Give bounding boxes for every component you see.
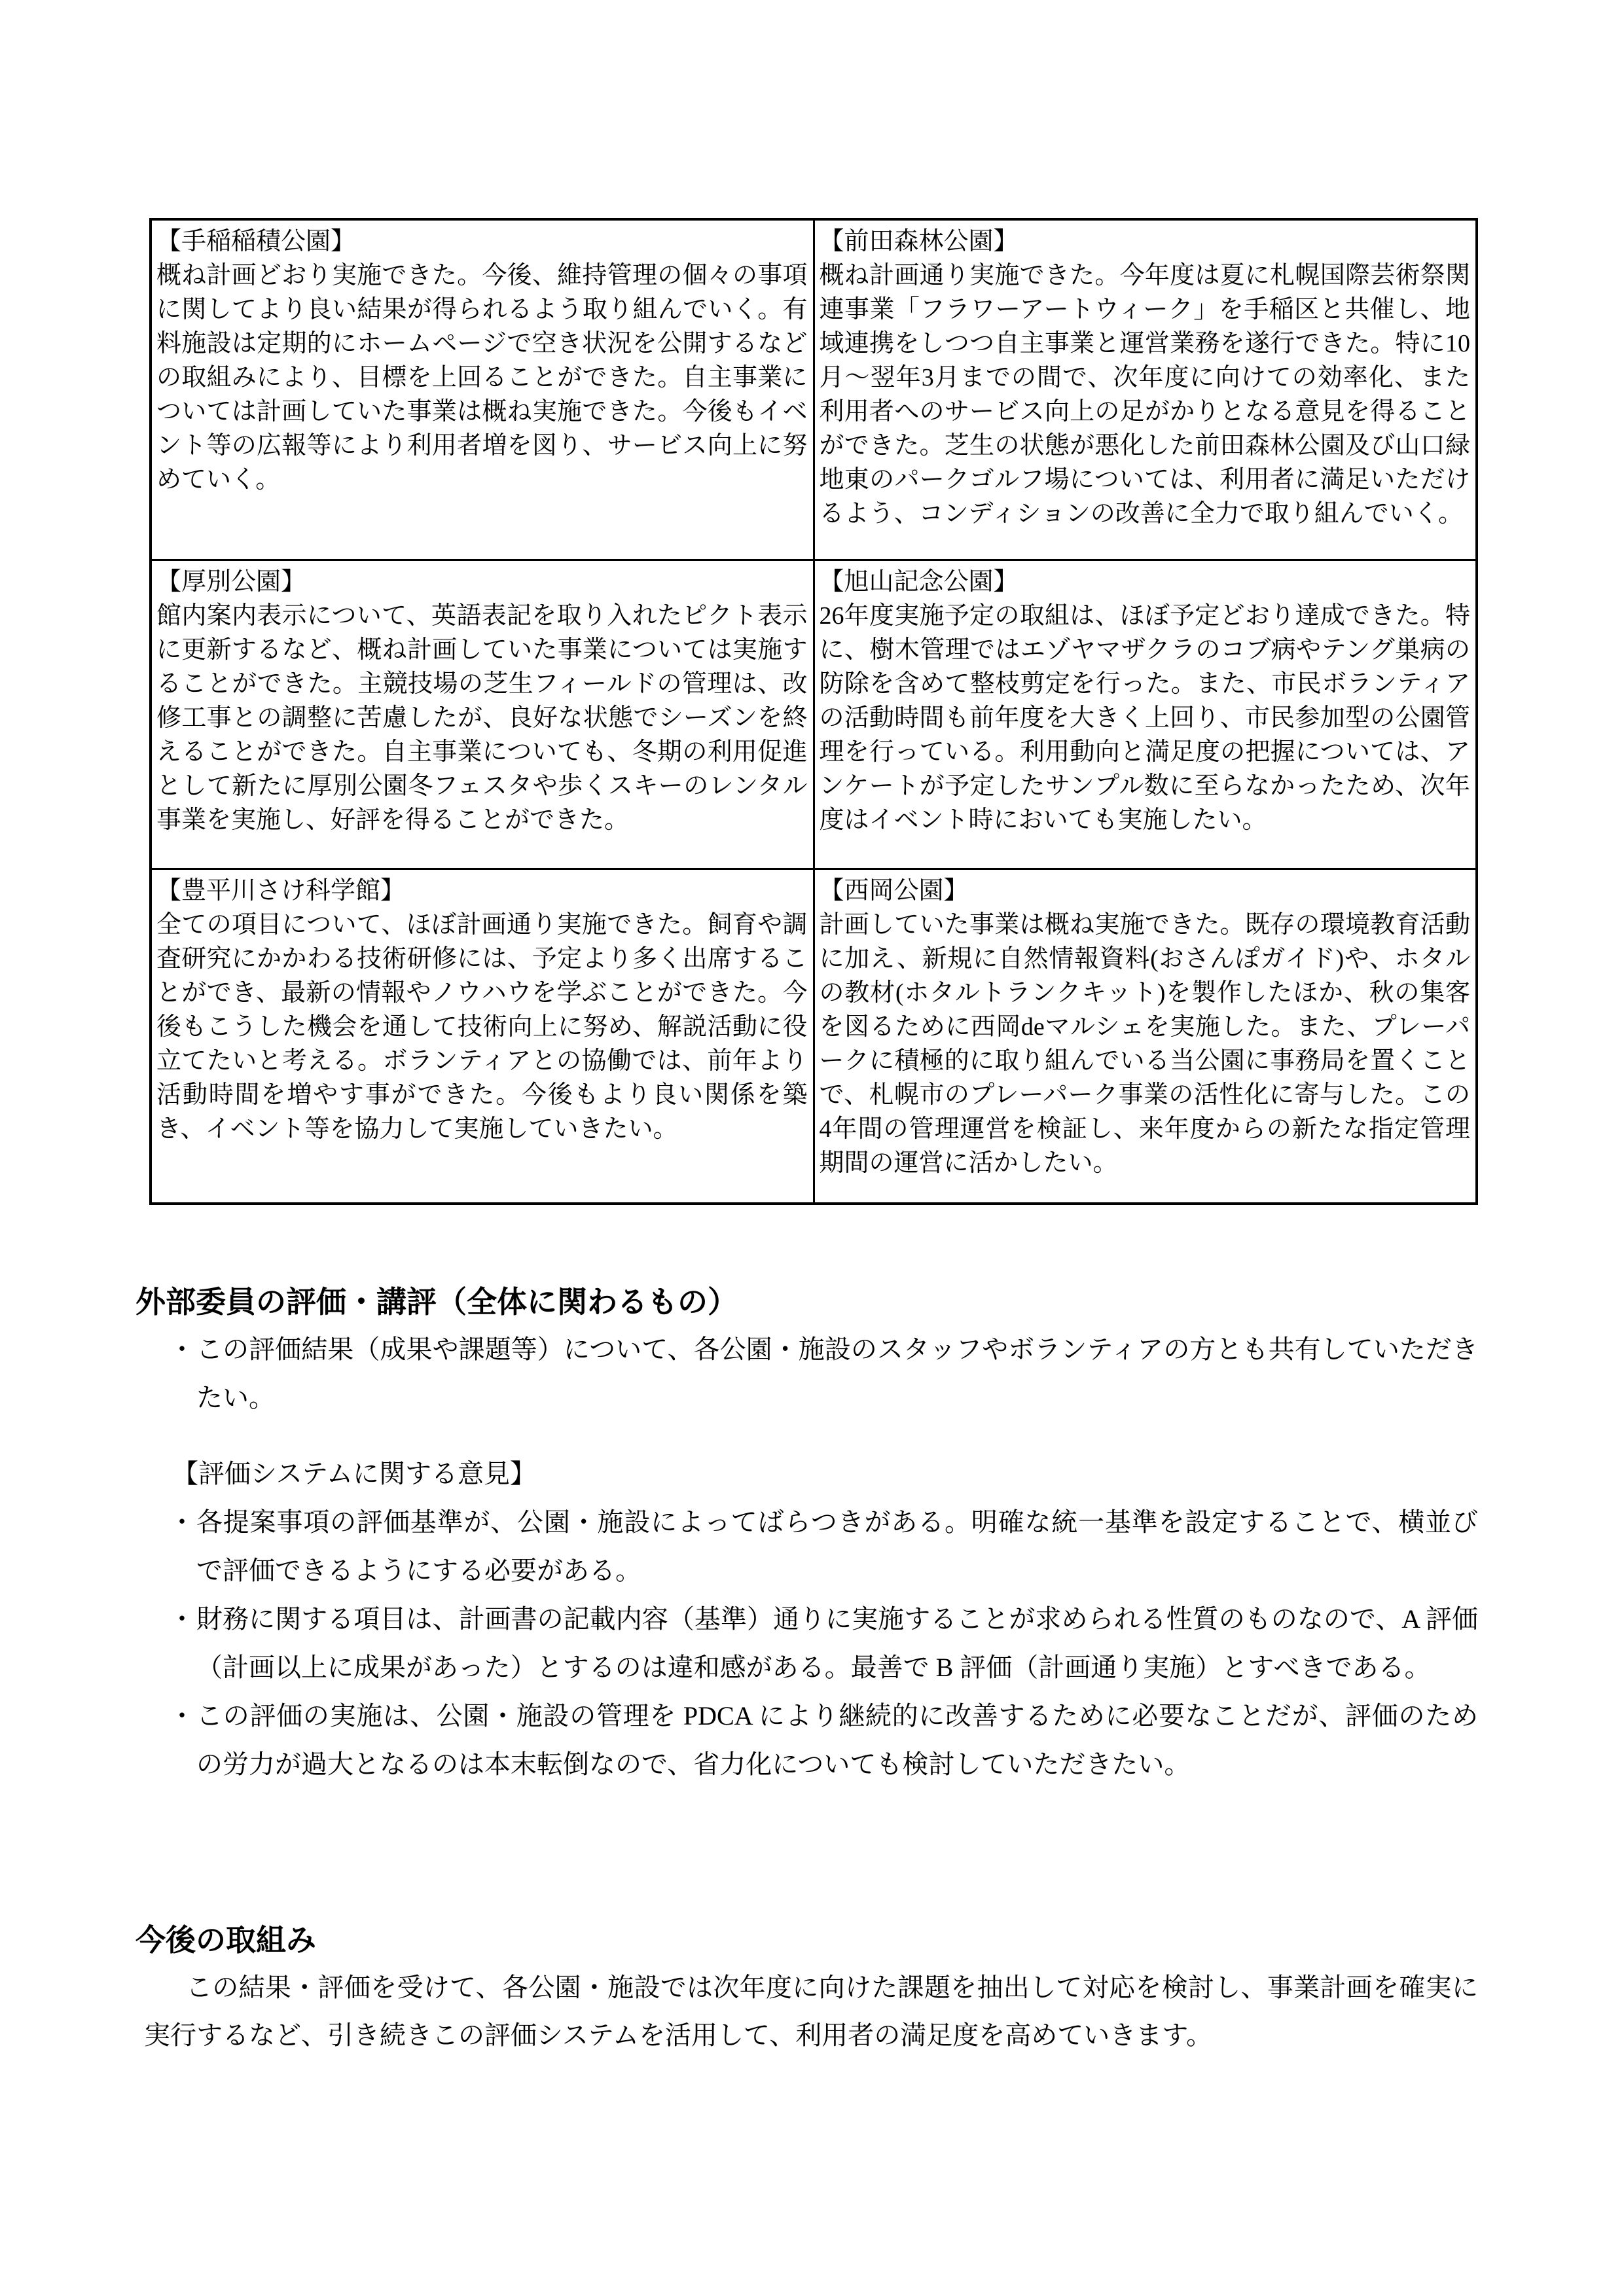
table-cell-asahiyama-memorial-park: [814, 560, 1477, 869]
bullet-marker: ・: [169, 1701, 195, 1731]
cell-body: 概ね計画通り実施できた。今年度は夏に札幌国際芸術祭関連事業「フラワーアートウィーク」を手稲区と共催し、地域連携をしつつ自主事業と運営業務を遂行できた。特に10月～翌年3月までの間で、次年度に向けての効率化、また利用者へのサービス向上の足がかりとなる意見を得ることができた。芝生の状態が悪化した前田森林公園及び山口緑地東のパークゴルフ場については、利用者に満足いただけるよう、コンディションの改善に全力で取り組んでいく。: [819, 262, 1470, 528]
table-row: [151, 869, 1477, 1204]
list-item: [169, 1595, 1478, 1692]
table-cell-maeda-forest-park: [814, 219, 1477, 560]
bullet-text: この評価結果（成果や課題等）について、各公園・施設のスタッフやボランティアの方とも共有していただきたい。: [196, 1335, 1478, 1412]
cell-title: 【豊平川さけ科学館】: [156, 876, 406, 905]
cell-title: 【前田森林公園】: [819, 228, 1019, 255]
bullet-text: 各提案事項の評価基準が、公園・施設によってばらつきがある。明確な統一基準を設定することで、横並びで評価できるようにする必要がある。: [196, 1507, 1478, 1585]
cell-body: 26年度実施予定の取組は、ほぼ予定どおり達成できた。特に、樹木管理ではエゾヤマザクラのコブ病やテング巣病の防除を含めて整枝剪定を行った。また、市民ボランティアの活動時間も前年度を大きく上回り、市民参加型の公園管理を行っている。利用動向と満足度の把握については、アンケートが予定したサンプル数に至らなかったため、次年度はイベント時においても実施したい。: [819, 601, 1470, 834]
evaluation-system-opinion-section: [169, 1450, 1478, 1789]
heading-future-actions: 今後の取組み: [135, 1923, 316, 1958]
list-item: [169, 1325, 1478, 1422]
heading-external-committee-evaluation: 外部委員の評価・講評（全体に関わるもの）: [135, 1285, 738, 1319]
bullet-text: この評価の実施は、公園・施設の管理を PDCA により継続的に改善するために必要なことだが、評価のための労力が過大となるのは本末転倒なので、省力化についても検討していただきたい。: [196, 1701, 1478, 1779]
table-row: [151, 560, 1477, 869]
cell-body: 館内案内表示について、英語表記を取り入れたピクト表示に更新するなど、概ね計画していた事業については実施することができた。主競技場の芝生フィールドの管理は、改修工事との調整に苦慮したが、良好な状態でシーズンを終えることができた。自主事業についても、冬期の利用促進として新たに厚別公園冬フェスタや歩くスキーのレンタル事業を実施し、好評を得ることができた。: [156, 601, 808, 834]
closing-paragraph: この結果・評価を受けて、各公園・施設では次年度に向けた課題を抽出して対応を検討し、事業計画を確実に実行するなど、引き続きこの評価システムを活用して、利用者の満足度を高めていきます。: [144, 1973, 1478, 2050]
cell-title: 【厚別公園】: [156, 567, 306, 596]
table-cell-toyohiragawa-salmon-museum: [151, 869, 814, 1204]
bullet-marker: ・: [169, 1335, 195, 1364]
general-comment-list: [169, 1325, 1478, 1422]
bullet-marker: ・: [169, 1507, 195, 1537]
cell-title: 【西岡公園】: [819, 876, 969, 905]
bullet-marker: ・: [169, 1604, 195, 1634]
table-cell-teine-inazumi-park: [151, 219, 814, 560]
park-evaluation-table: [149, 218, 1478, 1205]
cell-body: 概ね計画どおり実施できた。今後、維持管理の個々の事項に関してより良い結果が得られるよう取り組んでいく。有料施設は定期的にホームページで空き状況を公開するなどの取組みにより、目標を上回ることができた。自主事業については計画していた事業は概ね実施できた。今後もイベント等の広報等により利用者増を図り、サービス向上に努めていく。: [156, 262, 808, 493]
list-item: [169, 1498, 1478, 1595]
cell-body: 全ての項目について、ほぼ計画通り実施できた。飼育や調査研究にかかわる技術研修には、予定より多く出席することができ、最新の情報やノウハウを学ぶことができた。今後もこうした機会を通して技術向上に努め、解説活動に役立てたいと考える。ボランティアとの協働では、前年より活動時間を増やす事ができた。今後もより良い関係を築き、イベント等を協力して実施していきたい。: [156, 910, 808, 1143]
cell-title: 【旭山記念公園】: [819, 567, 1019, 596]
bullet-text: 財務に関する項目は、計画書の記載内容（基準）通りに実施することが求められる性質のものなので、A 評価（計画以上に成果があった）とするのは違和感がある。最善で B 評価（計画通り実施）とすべきである。: [196, 1604, 1478, 1682]
table-cell-nishioka-park: [814, 869, 1477, 1204]
subheading-evaluation-system-opinions: 【評価システムに関する意見】: [172, 1459, 536, 1488]
table-cell-atsubetsu-park: [151, 560, 814, 869]
table-row: [151, 219, 1477, 560]
list-item: [169, 1692, 1478, 1789]
cell-title: 【手稲稲積公園】: [156, 228, 356, 255]
cell-body: 計画していた事業は概ね実施できた。既存の環境教育活動に加え、新規に自然情報資料(おさんぽガイド)や、ホタルの教材(ホタルトランクキット)を製作したほか、秋の集客を図るために西岡deマルシェを実施した。また、プレーパークに積極的に取り組んでいる当公園に事務局を置くことで、札幌市のプレーパーク事業の活性化に寄与した。この4年間の管理運営を検証し、来年度からの新たな指定管理期間の運営に活かしたい。: [819, 910, 1470, 1177]
